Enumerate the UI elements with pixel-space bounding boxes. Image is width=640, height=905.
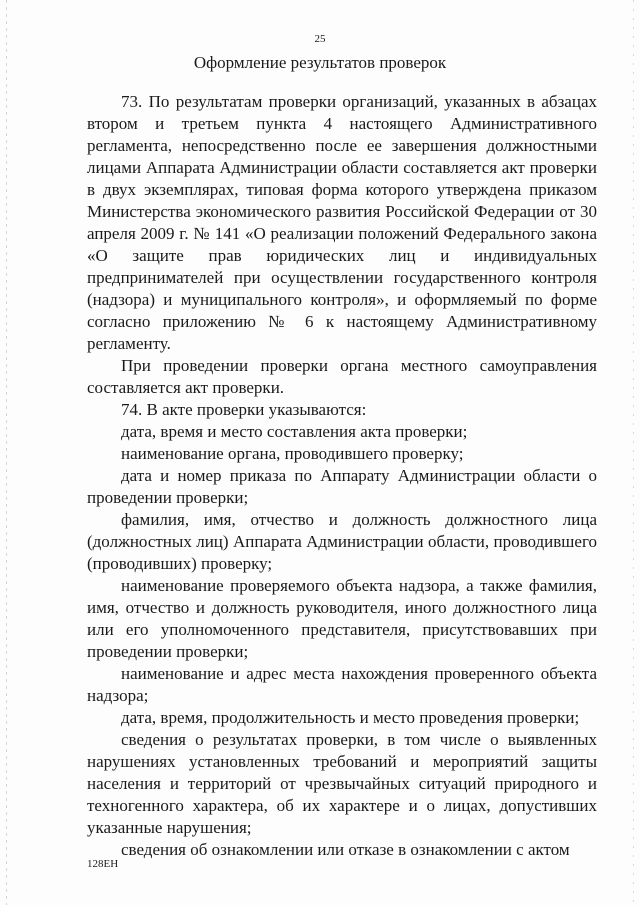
document-body (87, 91, 597, 861)
page-number: 25 (314, 33, 326, 45)
paragraph-74-intro: 74. В акте проверки указываются: (121, 400, 367, 419)
section-title: Оформление результатов проверок (193, 53, 447, 72)
paragraph-local-government-act: При проведении проверки органа местного самоуправления составляется акт проверки. (87, 356, 597, 397)
scan-edge-left (6, 0, 7, 905)
footer-code: 128ЕН (87, 858, 119, 870)
list-item-authority-name: наименование органа, проводившего проверку; (121, 444, 464, 463)
paragraph-73: 73. По результатам проверки организаций, указанных в абзацах втором и третьем пункта 4 настоящего Административного регламента, непосредственно после ее завершения должностными лицами Аппарата Администрации области составляется акт проверки в двух экземплярах, типовая форма которого утверждена приказом Министерства экономического развития Российской Федерации от 30 апреля 2009 г. № 141 «О реализации положений Федерального закона «О защите прав юридических лиц и индивидуальных предпринимателей при осуществлении государственного контроля (надзора) и муниципального контроля», и оформляемый по форме согласно приложению № 6 к настоящему Административному регламенту. (87, 92, 597, 353)
list-item-inspector-names: фамилия, имя, отчество и должность должностного лица (должностных лиц) Аппарата Администрации области, проводившего (проводивших) проверку; (87, 510, 597, 573)
list-item-results: сведения о результатах проверки, в том числе о выявленных нарушениях установленных требований и мероприятий защиты населения и территорий от чрезвычайных ситуаций природного и техногенного характера, об их характере и о лицах, допустивших указанные нарушения; (87, 730, 597, 837)
list-item-inspected-object: наименование проверяемого объекта надзора, а также фамилия, имя, отчество и должность руководителя, иного должностного лица или его уполномоченного представителя, присутствовавших при проведении проверки; (87, 576, 597, 661)
scan-edge-right (633, 0, 634, 905)
list-item-date-place: дата, время и место составления акта проверки; (121, 422, 468, 441)
list-item-inspection-time: дата, время, продолжительность и место проведения проверки; (121, 708, 580, 727)
list-item-order-date-number: дата и номер приказа по Аппарату Администрации области о проведении проверки; (87, 466, 597, 507)
list-item-acquaintance: сведения об ознакомлении или отказе в ознакомлении с актом (121, 840, 570, 859)
list-item-object-address: наименование и адрес места нахождения проверенного объекта надзора; (87, 664, 597, 705)
